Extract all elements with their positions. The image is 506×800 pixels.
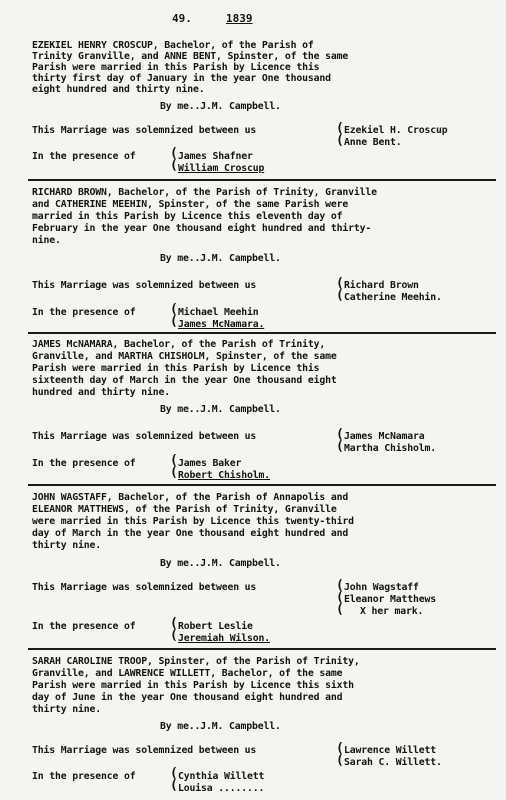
party-name: Martha Chisholm. [344, 443, 436, 454]
witness-name: James Baker [178, 458, 242, 469]
entry-text-line: Parish were married in this Parish by Licence this [32, 363, 320, 374]
entry-text-line: eight hundred and thirty nine. [32, 84, 205, 95]
officiant: By me..J.M. Campbell. [160, 404, 281, 415]
officiant: By me..J.M. Campbell. [160, 558, 281, 569]
entry-text-line: RICHARD BROWN, Bachelor, of the Parish of Trinity, Granville [32, 187, 377, 198]
entry-text-line: February in the year One thousand eight hundred and thirty- [32, 223, 372, 234]
witness-name: Robert Chisholm. [178, 470, 270, 481]
solemnized-label: This Marriage was solemnized between us [32, 582, 257, 593]
officiant: By me..J.M. Campbell. [160, 101, 281, 112]
parties-brace: ( ( [336, 427, 344, 454]
witnesses-brace: ( ( [170, 146, 178, 173]
entry-text-line: hundred and thirty nine. [32, 387, 170, 398]
party-name: John Wagstaff [344, 582, 419, 593]
solemnized-label: This Marriage was solemnized between us [32, 431, 257, 442]
witness-name: William Croscup [178, 163, 265, 174]
solemnized-label: This Marriage was solemnized between us [32, 745, 257, 756]
party-name: Richard Brown [344, 280, 419, 291]
entry-text-line: thirty nine. [32, 704, 101, 715]
party-name: James McNamara [344, 431, 425, 442]
officiant: By me..J.M. Campbell. [160, 253, 281, 264]
entry-text-line: JAMES McNAMARA, Bachelor, of the Parish of Trinity, [32, 339, 326, 350]
witness-name: James Shafner [178, 151, 253, 162]
register-year: 1839 [226, 12, 253, 25]
parties-brace: ( ( ( [336, 578, 344, 617]
witness-name: Cynthia Willett [178, 771, 265, 782]
entry-text-line: JOHN WAGSTAFF, Bachelor, of the Parish of Annapolis and [32, 492, 349, 503]
entry-divider [28, 484, 496, 486]
witnesses-brace: ( ( [170, 766, 178, 793]
entry-divider [28, 648, 496, 650]
party-mark: X her mark. [360, 606, 424, 617]
party-name: Eleanor Matthews [344, 594, 436, 605]
witnesses-brace: ( ( [170, 616, 178, 643]
entry-text-line: thirty nine. [32, 540, 101, 551]
solemnized-label: This Marriage was solemnized between us [32, 280, 257, 291]
parties-brace: ( ( [336, 121, 344, 148]
entry-text-line: day of June in the year One thousand eight hundred and [32, 692, 343, 703]
witness-name: James McNamara. [178, 319, 265, 330]
page-number: 49. [172, 12, 192, 25]
witnesses-brace: ( ( [170, 453, 178, 480]
witness-name: Robert Leslie [178, 621, 253, 632]
entry-divider [28, 332, 496, 334]
presence-label: In the presence of [32, 151, 136, 162]
presence-label: In the presence of [32, 771, 136, 782]
party-name: Anne Bent. [344, 137, 402, 148]
party-name: Sarah C. Willett. [344, 757, 442, 768]
entry-text-line: Granville, and LAWRENCE WILLETT, Bachelor, of the same [32, 668, 343, 679]
parties-brace: ( ( [336, 276, 344, 303]
entry-text-line: Granville, and MARTHA CHISHOLM, Spinster, of the same [32, 351, 337, 362]
entry-text-line: nine. [32, 235, 61, 246]
entry-text-line: ELEANOR MATTHEWS, of the Parish of Trinity, Granville [32, 504, 337, 515]
witness-name: Michael Meehin [178, 307, 259, 318]
entry-text-line: were married in this Parish by Licence this twenty-third [32, 516, 354, 527]
witness-name: Jeremiah Wilson. [178, 633, 270, 644]
entry-text-line: SARAH CAROLINE TROOP, Spinster, of the Parish of Trinity, [32, 656, 360, 667]
party-name: Ezekiel H. Croscup [344, 125, 448, 136]
entry-text-line: Trinity Granville, and ANNE BENT, Spinster, of the same [32, 51, 349, 62]
officiant: By me..J.M. Campbell. [160, 721, 281, 732]
entry-text-line: sixteenth day of March in the year One thousand eight [32, 375, 337, 386]
entry-text-line: EZEKIEL HENRY CROSCUP, Bachelor, of the Parish of [32, 40, 314, 51]
entry-divider [28, 179, 496, 181]
entry-text-line: married in this Parish by Licence this eleventh day of [32, 211, 343, 222]
presence-label: In the presence of [32, 307, 136, 318]
witnesses-brace: ( ( [170, 302, 178, 329]
entry-text-line: day of March in the year One thousand eight hundred and [32, 528, 349, 539]
entry-text-line: Parish were married in this Parish by Licence this [32, 62, 320, 73]
parties-brace: ( ( [336, 741, 344, 768]
entry-text-line: Parish were married in this Parish by Licence this sixth [32, 680, 354, 691]
witness-name: Louisa ........ [178, 783, 265, 794]
entry-text-line: and CATHERINE MEEHIN, Spinster, of the same Parish were [32, 199, 349, 210]
presence-label: In the presence of [32, 458, 136, 469]
presence-label: In the presence of [32, 621, 136, 632]
solemnized-label: This Marriage was solemnized between us [32, 125, 257, 136]
party-name: Catherine Meehin. [344, 292, 442, 303]
entry-text-line: thirty first day of January in the year One thousand [32, 73, 331, 84]
party-name: Lawrence Willett [344, 745, 436, 756]
